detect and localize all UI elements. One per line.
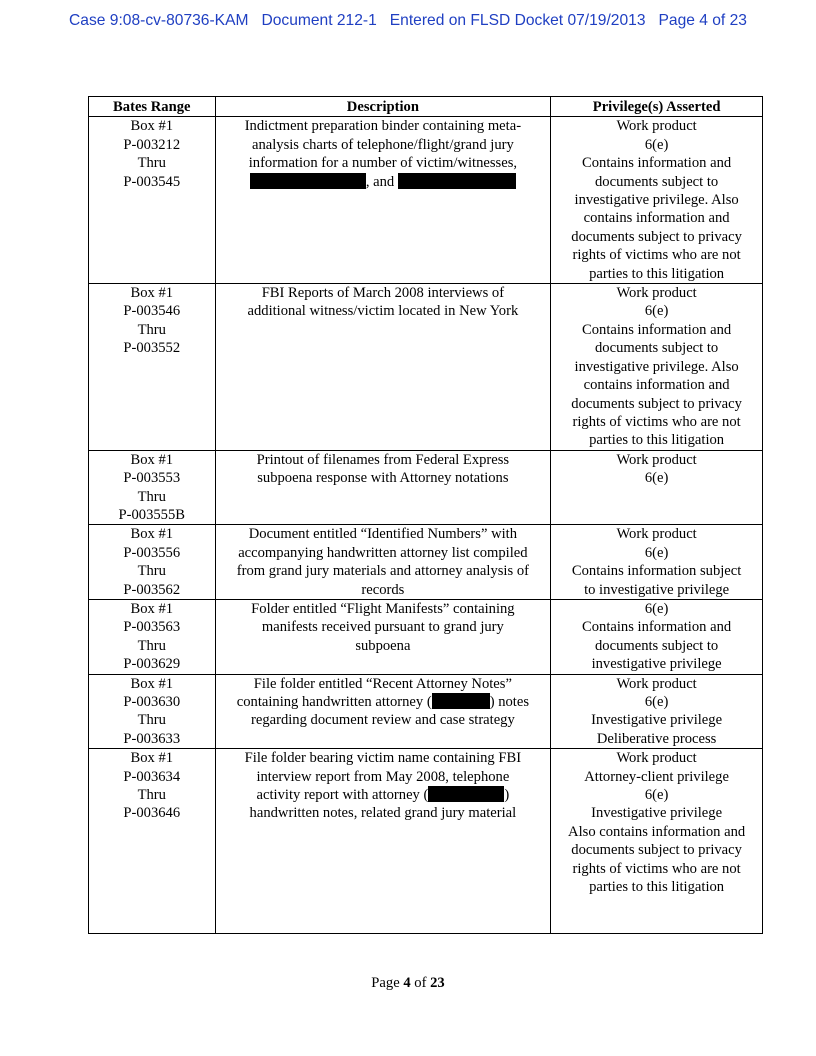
- privilege-line: documents subject to privacy: [571, 228, 742, 245]
- footer-prefix: Page: [371, 975, 400, 991]
- description-line: regarding document review and case strategy: [250, 712, 515, 729]
- bates-box: Box #1: [130, 451, 174, 468]
- bates-end: P-003545: [123, 173, 181, 190]
- privilege-line: documents subject to privacy: [571, 842, 742, 859]
- description-line: File folder entitled “Recent Attorney Notes”: [253, 675, 512, 692]
- description-line: subpoena: [355, 637, 411, 654]
- bates-thru: Thru: [137, 155, 166, 172]
- description-line: records: [361, 581, 405, 598]
- privilege-line: Investigative privilege: [591, 712, 723, 729]
- docket-entry: Entered on FLSD Docket 07/19/2013: [389, 12, 646, 29]
- bates-thru: Thru: [137, 563, 166, 580]
- privilege-line: 6(e): [644, 694, 669, 710]
- description-joiner: and: [373, 173, 395, 190]
- bates-cell: [89, 450, 216, 525]
- footer-of: of: [414, 975, 427, 991]
- privilege-line: to investigative privilege: [584, 581, 730, 598]
- privilege-line: parties to this litigation: [589, 432, 725, 449]
- bates-thru: Thru: [137, 488, 166, 505]
- privilege-line: parties to this litigation: [589, 879, 725, 896]
- description-line: Printout of filenames from Federal Express: [256, 451, 510, 468]
- privilege-line: Work product: [616, 118, 697, 135]
- description-line: Folder entitled “Flight Manifests” containing: [251, 600, 515, 617]
- privilege-line: contains information and: [583, 377, 730, 394]
- bates-cell: [89, 117, 216, 284]
- description-cell: [215, 117, 551, 284]
- footer-total-pages: 23: [430, 975, 445, 991]
- description-cell: [215, 284, 551, 451]
- privilege-line: 6(e): [644, 303, 669, 320]
- description-cell: [215, 525, 551, 600]
- privilege-line: rights of victims who are not: [572, 860, 741, 877]
- privilege-line: contains information and: [583, 210, 730, 227]
- description-fragment: containing handwritten attorney (: [236, 694, 432, 710]
- bates-thru: Thru: [137, 637, 166, 654]
- description-line: from grand jury materials and attorney analysis of: [236, 563, 529, 580]
- privilege-line: Also contains information and: [568, 823, 746, 840]
- privilege-cell: [551, 525, 763, 600]
- description-line: information for a number of victim/witnesses,: [248, 155, 518, 172]
- page-footer: [0, 975, 816, 992]
- bates-box: Box #1: [130, 750, 174, 767]
- table-row: [89, 674, 763, 749]
- description-line: subpoena response with Attorney notations: [257, 470, 509, 487]
- table-row: [89, 749, 763, 934]
- description-line: Indictment preparation binder containing meta-: [244, 118, 522, 135]
- privilege-line: Work product: [616, 451, 697, 468]
- description-line: additional witness/victim located in New York: [247, 303, 519, 320]
- column-header-description: Description: [215, 97, 551, 117]
- privilege-line: 6(e): [644, 787, 669, 804]
- privilege-line: parties to this litigation: [589, 265, 725, 282]
- description-line: [217, 693, 550, 711]
- privilege-line: Attorney-client privilege: [584, 768, 729, 785]
- privilege-line: Deliberative process: [596, 730, 717, 747]
- table-row: [89, 450, 763, 525]
- privilege-line: Contains information subject: [571, 563, 742, 580]
- description-line: [217, 786, 550, 804]
- description-line: , and: [217, 173, 550, 191]
- bates-cell: [89, 599, 216, 674]
- privilege-line: Work product: [616, 750, 697, 767]
- redaction-bar: [250, 173, 366, 189]
- privilege-line: Work product: [616, 285, 697, 302]
- bates-start: P-003630: [123, 694, 181, 710]
- bates-start: P-003212: [123, 136, 181, 153]
- bates-start: P-003546: [123, 303, 181, 320]
- privilege-line: Contains information and: [582, 619, 732, 636]
- footer-current-page: 4: [403, 975, 411, 991]
- description-fragment: ) notes: [489, 694, 530, 710]
- privilege-cell: [551, 117, 763, 284]
- privilege-line: investigative privilege. Also: [574, 358, 739, 375]
- court-header: [0, 12, 816, 30]
- bates-cell: [89, 674, 216, 749]
- bates-end: P-003555B: [118, 506, 186, 523]
- privilege-line: documents subject to: [595, 173, 719, 190]
- privilege-line: documents subject to: [595, 637, 719, 654]
- description-line: Document entitled “Identified Numbers” with: [248, 526, 518, 543]
- redaction-bar: [428, 786, 504, 802]
- bates-box: Box #1: [130, 118, 174, 135]
- privilege-cell: [551, 284, 763, 451]
- privilege-cell: [551, 674, 763, 749]
- privilege-line: investigative privilege: [591, 656, 722, 673]
- description-fragment: ): [504, 787, 510, 804]
- bates-thru: Thru: [137, 787, 166, 804]
- description-line: manifests received pursuant to grand jury: [261, 619, 504, 636]
- privilege-line: Contains information and: [582, 321, 732, 338]
- privilege-line: rights of victims who are not: [572, 247, 741, 264]
- privilege-cell: [551, 749, 763, 934]
- document-number: Document 212-1: [261, 12, 377, 29]
- privilege-cell: [551, 599, 763, 674]
- bates-cell: [89, 284, 216, 451]
- description-cell: [215, 749, 551, 934]
- bates-end: P-003562: [123, 581, 181, 598]
- bates-box: Box #1: [130, 675, 174, 692]
- bates-start: P-003556: [123, 544, 181, 561]
- description-line: FBI Reports of March 2008 interviews of: [261, 285, 505, 302]
- privilege-line: documents subject to privacy: [571, 395, 742, 412]
- description-fragment: activity report with attorney (: [256, 787, 429, 804]
- privilege-line: 6(e): [644, 544, 669, 561]
- privilege-line: Work product: [616, 675, 697, 692]
- table-row: [89, 599, 763, 674]
- bates-cell: [89, 749, 216, 934]
- table-header-row: [89, 97, 763, 117]
- privilege-line: Investigative privilege: [591, 805, 723, 822]
- privilege-line: documents subject to: [595, 340, 719, 357]
- redaction-bar: [432, 693, 490, 709]
- column-header-bates: Bates Range: [89, 97, 216, 117]
- bates-start: P-003634: [123, 768, 181, 785]
- bates-end: P-003633: [123, 730, 181, 747]
- description-line: accompanying handwritten attorney list compiled: [238, 544, 528, 561]
- bates-box: Box #1: [130, 600, 174, 617]
- bates-start: P-003553: [123, 470, 181, 487]
- bates-end: P-003646: [123, 805, 181, 822]
- bates-start: P-003563: [123, 619, 181, 636]
- redaction-bar: [398, 173, 516, 189]
- privilege-cell: [551, 450, 763, 525]
- table-row: [89, 117, 763, 284]
- bates-box: Box #1: [130, 526, 174, 543]
- privilege-line: Contains information and: [582, 155, 732, 172]
- column-header-privilege: Privilege(s) Asserted: [551, 97, 763, 117]
- description-cell: [215, 450, 551, 525]
- description-cell: [215, 674, 551, 749]
- description-cell: [215, 599, 551, 674]
- description-line: interview report from May 2008, telephone: [256, 768, 510, 785]
- privilege-line: 6(e): [644, 470, 669, 487]
- description-line: handwritten notes, related grand jury material: [249, 805, 517, 822]
- header-page: Page 4 of 23: [658, 12, 747, 29]
- bates-thru: Thru: [137, 321, 166, 338]
- bates-box: Box #1: [130, 285, 174, 302]
- privilege-log-table: [88, 96, 763, 934]
- privilege-line: 6(e): [644, 600, 669, 617]
- privilege-line: Work product: [616, 526, 697, 543]
- privilege-line: investigative privilege. Also: [574, 192, 739, 209]
- description-line: analysis charts of telephone/flight/grand jury: [251, 136, 514, 153]
- description-line: File folder bearing victim name containing FBI: [244, 750, 522, 767]
- privilege-line: 6(e): [644, 136, 669, 153]
- bates-thru: Thru: [137, 712, 166, 729]
- case-number: Case 9:08-cv-80736-KAM: [69, 12, 249, 29]
- bates-end: P-003552: [123, 340, 181, 357]
- bates-cell: [89, 525, 216, 600]
- table-row: [89, 525, 763, 600]
- privilege-line: rights of victims who are not: [572, 413, 741, 430]
- table-row: [89, 284, 763, 451]
- bates-end: P-003629: [123, 656, 181, 673]
